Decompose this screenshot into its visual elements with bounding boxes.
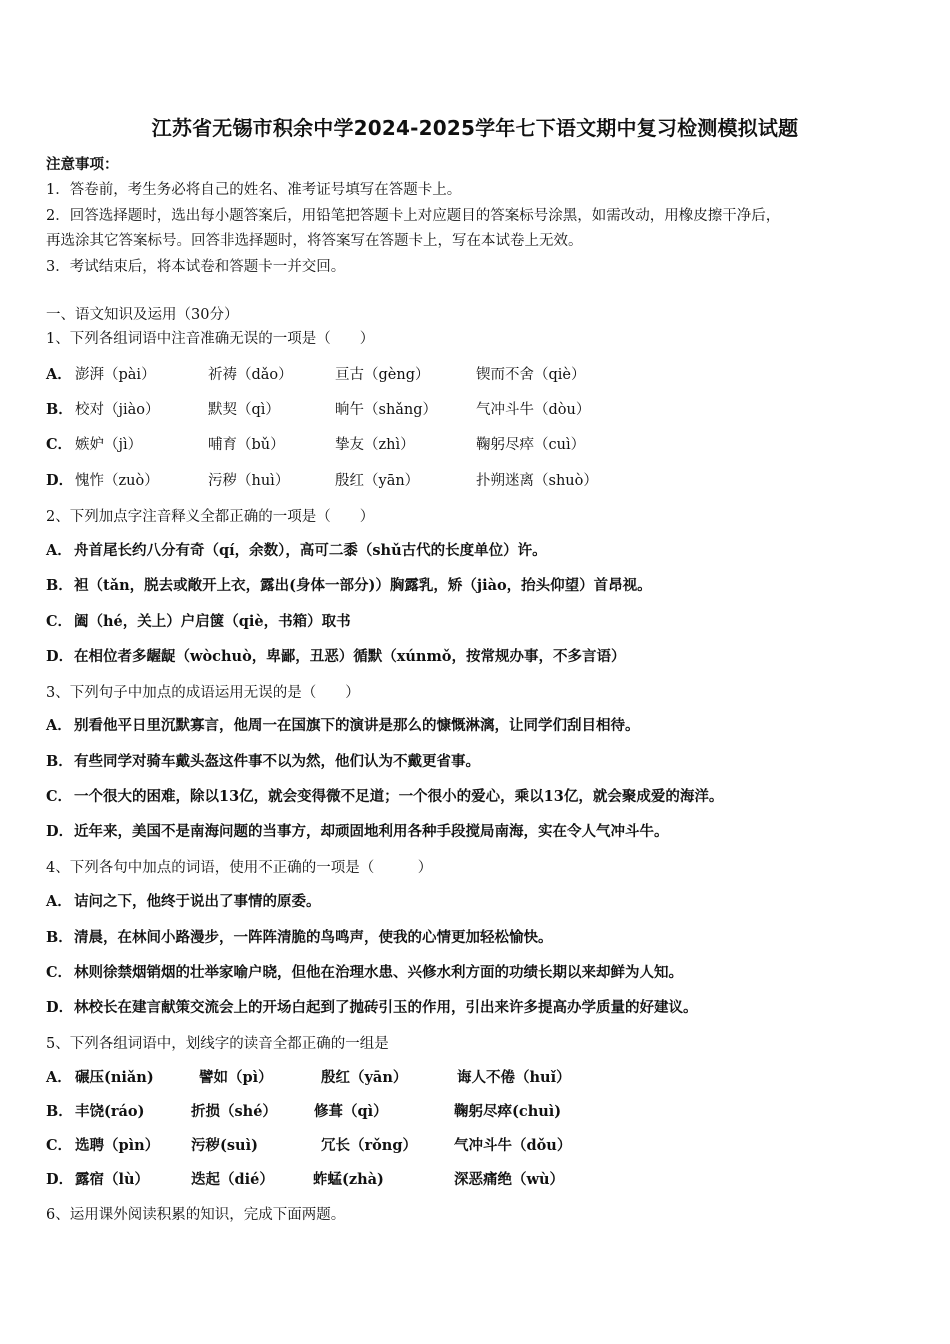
q5-b-word-4: 鞠躬尽瘁(chuì)	[454, 1103, 562, 1120]
q1-b-word-4: 气冲斗牛（dòu）	[476, 402, 591, 418]
q2-option-b: B．袒（tǎn，脱去或敞开上衣，露出(身体一部分)）胸露乳，矫（jiào，抬头仰望）首昂视。	[46, 577, 652, 594]
q5-a-word-1: 碾压(niǎn)	[75, 1069, 154, 1086]
q1-b-word-2: 默契（qì）	[208, 402, 280, 418]
q5-d-word-4: 深恶痛绝（wù）	[454, 1171, 565, 1188]
q2-option-c-text: 阖（hé，关上）户启箧（qiè，书箱）取书	[74, 613, 351, 630]
notice-item-3: 3．考试结束后，将本试卷和答题卡一并交回。	[46, 259, 346, 275]
q1-a-word-3: 亘古（gèng）	[335, 367, 430, 383]
option-label: A．	[46, 366, 72, 383]
q1-d-word-4: 扑朔迷离（shuò）	[476, 473, 598, 489]
q3-option-a-text: 别看他平日里沉默寡言，他周一在国旗下的演讲是那么的慷慨淋漓，让同学们刮目相待。	[74, 717, 640, 734]
question-6-stem: 6、运用课外阅读积累的知识，完成下面两题。	[46, 1207, 346, 1223]
notice-item-1: 1．答卷前，考生务必将自己的姓名、准考证号填写在答题卡上。	[46, 182, 462, 198]
q1-c-word-2: 哺育（bǔ）	[208, 437, 285, 453]
q3-option-a: A． 别看他平日里沉默寡言，他周一在国旗下的演讲是那么的慷慨淋漓，让同学们刮目相待。	[46, 717, 640, 734]
option-label: D．	[46, 1171, 74, 1188]
q5-a-word-4: 诲人不倦（huǐ）	[457, 1069, 571, 1086]
option-label: A．	[46, 1069, 72, 1086]
option-label: D．	[46, 472, 74, 489]
q3-option-c-text: 一个很大的困难，除以13亿，就会变得微不足道；一个很小的爱心，乘以13亿，就会聚成爱的海洋。	[74, 788, 724, 805]
option-label: B．	[46, 401, 73, 418]
q1-option-b	[46, 398, 74, 419]
q5-a-word-2: 譬如（pì）	[199, 1069, 273, 1086]
q5-option-a	[46, 1066, 74, 1087]
q2-option-c: C． 阖（hé，关上）户启箧（qiè，书箱）取书	[46, 613, 351, 630]
q4-option-d-text: 林校长在建言献策交流会上的开场白起到了抛砖引玉的作用，引出来许多提高办学质量的好建议。	[74, 999, 698, 1016]
q3-option-b: B．有些同学对骑车戴头盔这件事不以为然，他们认为不戴更省事。	[46, 753, 480, 770]
q3-option-d: D．近年来，美国不是南海问题的当事方，却顽固地利用各种手段搅局南海，实在令人气冲斗牛。	[46, 823, 669, 840]
option-label: C．	[46, 436, 73, 453]
q1-option-a	[46, 363, 74, 384]
q5-b-word-2: 折损（shé）	[191, 1103, 277, 1120]
q1-c-word-1: 嫉妒（jì）	[75, 437, 143, 453]
q1-c-word-3: 挚友（zhì）	[335, 437, 415, 453]
q4-option-a: A． 诘问之下，他终于说出了事情的原委。	[46, 893, 321, 910]
q5-option-b	[46, 1100, 74, 1121]
q2-option-a: A． 舟首尾长约八分有奇（qí，余数），高可二黍（shǔ古代的长度单位）许。	[46, 542, 547, 559]
q4-option-d: D．林校长在建言献策交流会上的开场白起到了抛砖引玉的作用，引出来许多提高办学质量的好建议。	[46, 999, 698, 1016]
q2-option-b-text: 袒（tǎn，脱去或敞开上衣，露出(身体一部分)）胸露乳，矫（jiào，抬头仰望）首昂视。	[74, 577, 652, 594]
q5-c-word-3: 冗长（rǒng）	[321, 1137, 417, 1154]
option-label: B．	[46, 1103, 73, 1120]
question-2-stem: 2、下列加点字注音释义全都正确的一项是（ ）	[46, 509, 375, 525]
section-heading-1: 一、语文知识及运用（30分）	[46, 307, 239, 323]
q3-option-b-text: 有些同学对骑车戴头盔这件事不以为然，他们认为不戴更省事。	[74, 753, 480, 770]
q5-c-word-2: 污秽(suì)	[191, 1137, 258, 1154]
q5-c-word-4: 气冲斗牛（dǒu）	[454, 1137, 572, 1154]
q4-option-a-text: 诘问之下，他终于说出了事情的原委。	[74, 893, 321, 910]
question-3-stem: 3、下列句子中加点的成语运用无误的是（ ）	[46, 685, 360, 701]
question-4-stem: 4、下列各句中加点的词语，使用不正确的一项是（ ）	[46, 860, 433, 876]
q1-b-word-1: 校对（jiào）	[75, 402, 160, 418]
question-5-stem: 5、下列各组词语中，划线字的读音全都正确的一组是	[46, 1036, 389, 1052]
q1-d-word-1: 愧怍（zuò）	[75, 473, 159, 489]
q5-d-word-2: 迭起（dié）	[191, 1171, 274, 1188]
question-1-stem: 1、下列各组词语中注音准确无误的一项是（ ）	[46, 331, 375, 347]
q4-option-c: C． 林则徐禁烟销烟的壮举家喻户晓，但他在治理水患、兴修水利方面的功绩长期以来却鲜为人知。	[46, 964, 683, 981]
q5-a-word-3: 殷红（yān）	[321, 1069, 408, 1086]
q1-option-c	[46, 433, 74, 454]
q2-option-d-text: 在相位者多龌龊（wòchuò，卑鄙，丑恶）循默（xúnmǒ，按常规办事，不多言语）	[74, 648, 626, 665]
q1-d-word-3: 殷红（yān）	[335, 473, 420, 489]
q5-d-word-1: 露宿（lù）	[75, 1171, 150, 1188]
q3-option-c: C． 一个很大的困难，除以13亿，就会变得微不足道；一个很小的爱心，乘以13亿，就会聚成爱的海洋。	[46, 788, 724, 805]
q1-c-word-4: 鞠躬尽瘁（cuì）	[476, 437, 586, 453]
q5-d-word-3: 蚱蜢(zhà)	[313, 1171, 384, 1188]
q1-b-word-3: 晌午（shǎng）	[335, 402, 438, 418]
q1-a-word-2: 祈祷（dǎo）	[208, 367, 293, 383]
q5-b-word-3: 修葺（qì）	[314, 1103, 388, 1120]
notice-item-2-line-2: 再选涂其它答案标号。回答非选择题时，将答案写在答题卡上，写在本试卷上无效。	[46, 233, 583, 249]
q1-a-word-4: 锲而不舍（qiè）	[476, 367, 586, 383]
notice-item-2-line-1: 2．回答选择题时，选出每小题答案后，用铅笔把答题卡上对应题目的答案标号涂黑，如需改动，用橡皮擦干净后，	[46, 208, 781, 224]
notice-heading: 注意事项：	[46, 156, 119, 173]
q3-option-d-text: 近年来，美国不是南海问题的当事方，却顽固地利用各种手段搅局南海，实在令人气冲斗牛。	[74, 823, 669, 840]
page-title: 江苏省无锡市积余中学2024-2025学年七下语文期中复习检测模拟试题	[151, 116, 799, 140]
q4-option-b: B．清晨，在林间小路漫步，一阵阵清脆的鸟鸣声，使我的心情更加轻松愉快。	[46, 929, 553, 946]
q1-a-word-1: 澎湃（pài）	[75, 367, 156, 383]
q2-option-d: D．在相位者多龌龊（wòchuò，卑鄙，丑恶）循默（xúnmǒ，按常规办事，不多言语）	[46, 648, 626, 665]
q5-c-word-1: 选聘（pìn）	[75, 1137, 160, 1154]
q1-option-d	[46, 469, 74, 490]
q4-option-b-text: 清晨，在林间小路漫步，一阵阵清脆的鸟鸣声，使我的心情更加轻松愉快。	[74, 929, 553, 946]
q5-option-c	[46, 1134, 74, 1155]
q5-option-d	[46, 1168, 74, 1189]
option-label: C．	[46, 1137, 73, 1154]
q1-d-word-2: 污秽（huì）	[208, 473, 290, 489]
q4-option-c-text: 林则徐禁烟销烟的壮举家喻户晓，但他在治理水患、兴修水利方面的功绩长期以来却鲜为人知。	[74, 964, 683, 981]
q5-b-word-1: 丰饶(ráo)	[75, 1103, 145, 1120]
q2-option-a-text: 舟首尾长约八分有奇（qí，余数），高可二黍（shǔ古代的长度单位）许。	[74, 542, 547, 559]
